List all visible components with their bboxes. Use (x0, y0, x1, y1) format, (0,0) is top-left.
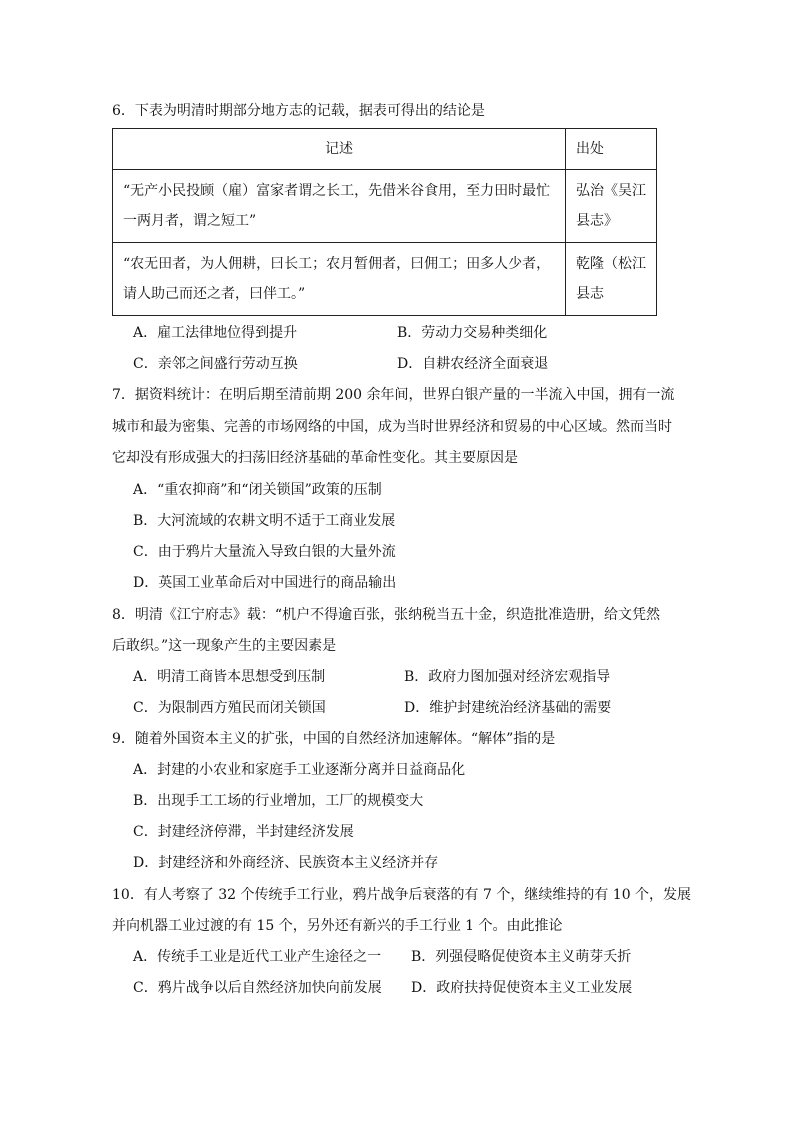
q6-option-c[interactable]: C．亲邻之间盛行劳动互换 (133, 356, 298, 372)
q7-option-d[interactable]: D．英国工业革命后对中国进行的商品输出 (133, 575, 397, 591)
q7-option-a[interactable]: A．“重农抑商”和“闭关锁国”政策的压制 (133, 482, 382, 498)
q7-stem-line1: 7．据资料统计：在明后期至清前期 200 余年间，世界白银产量的一半流入中国，拥有一流 (112, 387, 675, 403)
row2-source-line1: 乾隆（松江 (576, 256, 646, 272)
q8-option-d[interactable]: D．维护封建统治经济基础的需要 (404, 700, 612, 716)
q6-option-d[interactable]: D．自耕农经济全面衰退 (397, 356, 549, 372)
q8-option-c[interactable]: C．为限制西方殖民而闭关锁国 (133, 700, 326, 716)
q8-option-a[interactable]: A．明清工商皆本思想受到压制 (133, 669, 326, 685)
header-narration: 记述 (113, 129, 566, 170)
q10-option-c[interactable]: C．鸦片战争以后自然经济加快向前发展 (133, 980, 382, 996)
q10-stem-line2: 并向机器工业过渡的有 15 个，另外还有新兴的手工行业 1 个。由此推论 (112, 918, 563, 934)
q6-option-a[interactable]: A．雇工法律地位得到提升 (133, 325, 298, 341)
row1-source (566, 170, 657, 243)
row2-text-line2: 请人助己而还之者，曰伴工。” (123, 286, 306, 302)
header-source: 出处 (566, 129, 657, 170)
q6-stem: 6．下表为明清时期部分地方志的记载，据表可得出的结论是 (112, 103, 485, 119)
q8-option-b[interactable]: B．政府力图加强对经济宏观指导 (404, 669, 611, 685)
row1-source-line1: 弘治《吴江 (576, 183, 646, 199)
q10-option-d[interactable]: D．政府扶持促使资本主义工业发展 (411, 980, 633, 996)
q7-stem-line2: 城市和最为密集、完善的市场网络的中国，成为当时世界经济和贸易的中心区域。然而当时 (112, 419, 672, 435)
q9-option-a[interactable]: A．封建的小农业和家庭手工业逐渐分离并日益商品化 (133, 762, 466, 778)
q8-stem-line2: 后敢织。”这一现象产生的主要因素是 (112, 638, 337, 654)
row1-text (113, 170, 566, 243)
row1-text-line1: “无产小民投顾（雇）富家者谓之长工，先借米谷食用，至力田时最忙 (123, 183, 551, 199)
q9-option-c[interactable]: C．封建经济停滞，半封建经济发展 (133, 824, 354, 840)
row2-source (566, 243, 657, 316)
q9-option-b[interactable]: B．出现手工工场的行业增加，工厂的规模变大 (133, 793, 424, 809)
q9-option-d[interactable]: D．封建经济和外商经济、民族资本主义经济并存 (133, 855, 439, 871)
q10-option-b[interactable]: B．列强侵略促使资本主义萌芽夭折 (411, 949, 632, 965)
row2-text-line1: “农无田者，为人佣耕，曰长工；农月暂佣者，曰佣工；田多人少者， (123, 256, 551, 272)
q8-stem-line1: 8．明清《江宁府志》载：“机户不得逾百张，张纳税当五十金，织造批准造册，给文凭然 (112, 607, 661, 623)
q7-stem-line3: 它却没有形成强大的扫荡旧经济基础的革命性变化。其主要原因是 (112, 450, 518, 466)
q7-option-b[interactable]: B．大河流域的农耕文明不适于工商业发展 (133, 513, 396, 529)
q7-option-c[interactable]: C．由于鸦片大量流入导致白银的大量外流 (133, 544, 396, 560)
table-header-row (113, 129, 657, 170)
row2-source-line2: 县志 (576, 286, 604, 302)
row1-text-line2: 一两月者，谓之短工” (123, 213, 257, 229)
table-row (113, 170, 657, 243)
table-row (113, 243, 657, 316)
row1-source-line2: 县志》 (576, 213, 618, 229)
q10-option-a[interactable]: A．传统手工业是近代工业产生途径之一 (133, 949, 382, 965)
q9-stem: 9．随着外国资本主义的扩张，中国的自然经济加速解体。“解体”指的是 (112, 731, 556, 747)
row2-text (113, 243, 566, 316)
q10-stem-line1: 10．有人考察了 32 个传统手工行业，鸦片战争后衰落的有 7 个，继续维持的有 10 个，发展 (112, 887, 692, 903)
q6-source-table (112, 128, 657, 316)
q6-option-b[interactable]: B．劳动力交易种类细化 (397, 325, 548, 341)
